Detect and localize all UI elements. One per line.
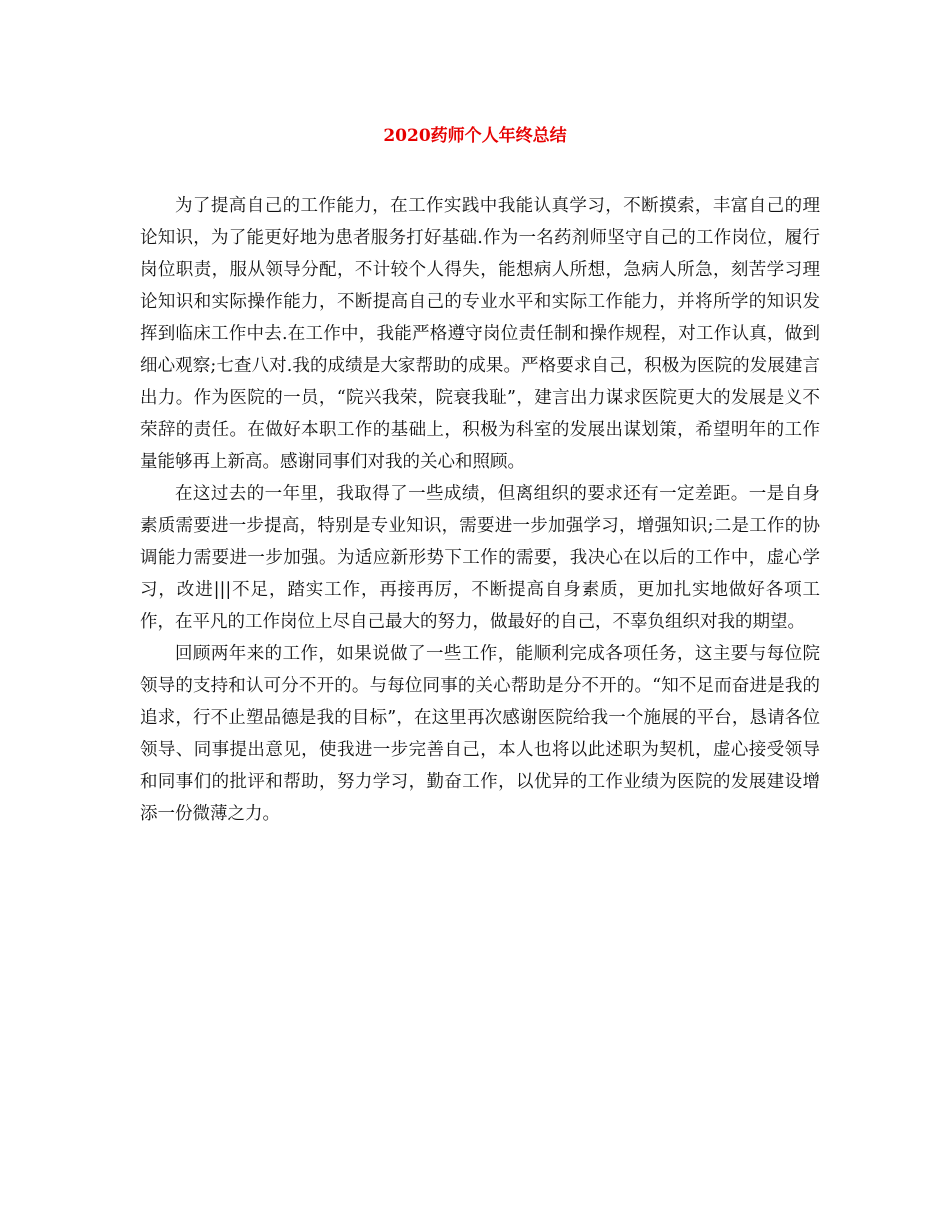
paragraph-3: 回顾两年来的工作，如果说做了一些工作，能顺利完成各项任务，这主要与每位院领导的支持和认可分不开的。与每位同事的关心帮助是分不开的。“知不足而奋进是我的追求，行不止塑品德是我的目标”，在这里再次感谢医院给我一个施展的平台，恳请各位领导、同事提出意见，使我进一步完善自己，本人也将以此述职为契机，虚心接受领导和同事们的批评和帮助，努力学习，勤奋工作，以优异的工作业绩为医院的发展建设增添一份微薄之力。 bbox=[140, 644, 820, 824]
document-body bbox=[140, 190, 820, 830]
document-title: 2020药师个人年终总结 bbox=[383, 126, 567, 146]
paragraph-1: 为了提高自己的工作能力，在工作实践中我能认真学习，不断摸索，丰富自己的理论知识，为了能更好地为患者服务打好基础.作为一名药剂师坚守自己的工作岗位，履行岗位职责，服从领导分配，不计较个人得失，能想病人所想，急病人所急，刻苦学习理论知识和实际操作能力，不断提高自己的专业水平和实际工作能力，并将所学的知识发挥到临床工作中去.在工作中，我能严格遵守岗位责任制和操作规程，对工作认真，做到细心观察;七查八对.我的成绩是大家帮助的成果。严格要求自己，积极为医院的发展建言出力。作为医院的一员，“院兴我荣，院衰我耻”，建言出力谋求医院更大的发展是义不荣辞的责任。在做好本职工作的基础上，积极为科室的发展出谋划策，希望明年的工作量能够再上新高。感谢同事们对我的关心和照顾。 bbox=[140, 196, 820, 472]
paragraph-2: 在这过去的一年里，我取得了一些成绩，但离组织的要求还有一定差距。一是自身素质需要进一步提高，特别是专业知识，需要进一步加强学习，增强知识;二是工作的协调能力需要进一步加强。为适应新形势下工作的需要，我决心在以后的工作中，虚心学习，改进|||不足，踏实工作，再接再厉，不断提高自身素质，更加扎实地做好各项工作，在平凡的工作岗位上尽自己最大的努力，做最好的自己，不辜负组织对我的期望。 bbox=[140, 484, 820, 632]
